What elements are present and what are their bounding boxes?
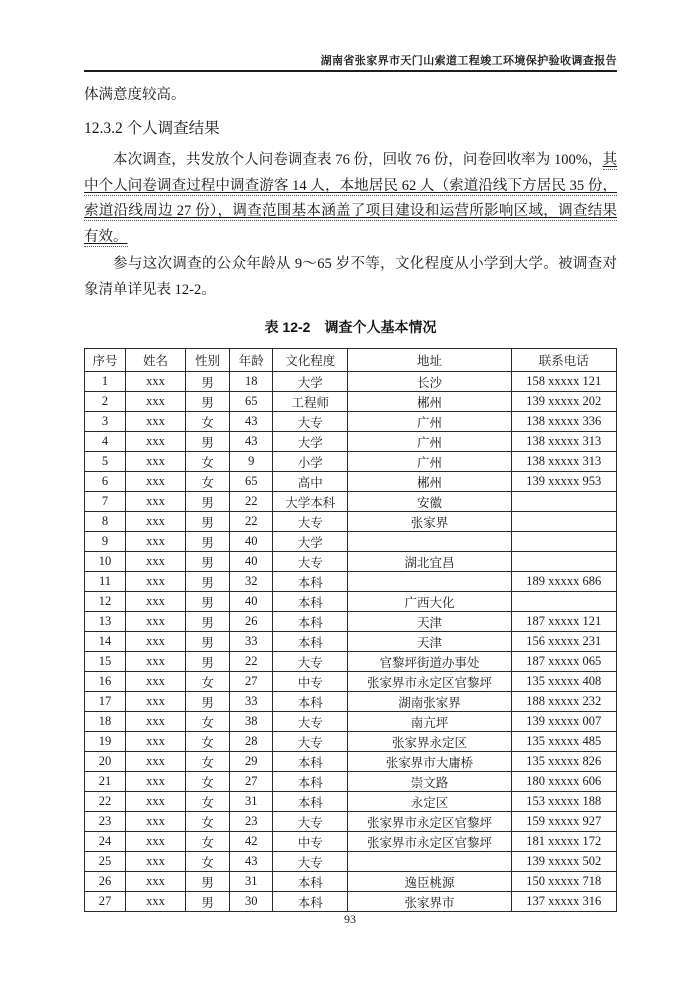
table-cell: 高中 [273, 472, 348, 492]
table-cell: 137 xxxxx 316 [511, 892, 616, 912]
table-cell: 张家界市永定区官黎坪 [348, 832, 511, 852]
running-header: 湖南省张家界市天门山索道工程竣工环境保护验收调查报告 [320, 55, 617, 67]
table-cell: xxx [125, 652, 185, 672]
table-row [85, 772, 617, 792]
table-cell: 张家界市永定区官黎坪 [348, 672, 511, 692]
paragraph-survey-summary [84, 148, 617, 250]
table-row [85, 872, 617, 892]
table-cell: 8 [85, 512, 126, 532]
table-cell: 26 [230, 612, 273, 632]
table-cell: 150 xxxxx 718 [511, 872, 616, 892]
table-cell [511, 552, 616, 572]
table-cell: 男 [186, 872, 230, 892]
table-cell: 湖北宜昌 [348, 552, 511, 572]
table-cell: xxx [125, 872, 185, 892]
table-cell: 广州 [348, 412, 511, 432]
table-row [85, 532, 617, 552]
table-cell: 187 xxxxx 121 [511, 612, 616, 632]
table-cell: 31 [230, 792, 273, 812]
table-cell: 工程师 [273, 392, 348, 412]
column-header: 性别 [186, 349, 230, 372]
table-cell: 广州 [348, 452, 511, 472]
table-cell: xxx [125, 632, 185, 652]
table-cell: xxx [125, 752, 185, 772]
table-cell: 女 [186, 752, 230, 772]
table-cell: xxx [125, 612, 185, 632]
table-cell: 女 [186, 832, 230, 852]
table-cell: 男 [186, 372, 230, 392]
table-cell: 本科 [273, 572, 348, 592]
table-title: 表 12-2 调查个人基本情况 [264, 319, 437, 335]
table-cell: 郴州 [348, 392, 511, 412]
table-cell: 10 [85, 552, 126, 572]
table-cell: 男 [186, 532, 230, 552]
table-row [85, 752, 617, 772]
paragraph-respondents: 参与这次调查的公众年龄从 9～65 岁不等，文化程度从小学到大学。被调查对象清单详见表 12-2。 [84, 256, 617, 298]
table-cell: 21 [85, 772, 126, 792]
table-cell: 大学本科 [273, 492, 348, 512]
table-row [85, 792, 617, 812]
table-cell: 1 [85, 372, 126, 392]
table-cell: xxx [125, 712, 185, 732]
table-cell: 17 [85, 692, 126, 712]
table-cell: xxx [125, 372, 185, 392]
table-cell: 22 [85, 792, 126, 812]
table-row [85, 672, 617, 692]
table-cell [511, 532, 616, 552]
table-cell: 安徽 [348, 492, 511, 512]
table-cell: 逸臣桃源 [348, 872, 511, 892]
table-cell: xxx [125, 592, 185, 612]
table-cell: 189 xxxxx 686 [511, 572, 616, 592]
table-cell: 女 [186, 812, 230, 832]
column-header: 姓名 [125, 349, 185, 372]
table-cell: 长沙 [348, 372, 511, 392]
table-row [85, 592, 617, 612]
table-row [85, 472, 617, 492]
table-cell: 27 [230, 672, 273, 692]
table-cell: 男 [186, 432, 230, 452]
table-cell: 65 [230, 472, 273, 492]
table-cell: 40 [230, 592, 273, 612]
table-cell: 男 [186, 632, 230, 652]
table-cell: 139 xxxxx 007 [511, 712, 616, 732]
table-header-row [85, 349, 617, 372]
table-cell: 大学 [273, 532, 348, 552]
table-cell: xxx [125, 432, 185, 452]
table-cell: 40 [230, 552, 273, 572]
table-cell: 本科 [273, 632, 348, 652]
column-header: 年龄 [230, 349, 273, 372]
table-cell: 6 [85, 472, 126, 492]
table-cell: 139 xxxxx 502 [511, 852, 616, 872]
table-row [85, 552, 617, 572]
table-cell: 男 [186, 892, 230, 912]
page-content [84, 80, 617, 912]
table-cell [348, 532, 511, 552]
table-cell: 张家界 [348, 512, 511, 532]
table-cell: 广西大化 [348, 592, 511, 612]
table-cell: xxx [125, 772, 185, 792]
table-cell: 大专 [273, 552, 348, 572]
table-cell: xxx [125, 892, 185, 912]
table-cell [511, 492, 616, 512]
table-cell: 女 [186, 452, 230, 472]
table-cell: 男 [186, 592, 230, 612]
table-cell: 女 [186, 772, 230, 792]
table-cell: 43 [230, 432, 273, 452]
table-cell: 23 [230, 812, 273, 832]
table-cell: 153 xxxxx 188 [511, 792, 616, 812]
table-cell: 湖南张家界 [348, 692, 511, 712]
table-cell: 女 [186, 852, 230, 872]
table-cell: xxx [125, 572, 185, 592]
table-cell: 43 [230, 412, 273, 432]
table-cell: 43 [230, 852, 273, 872]
table-cell: 女 [186, 472, 230, 492]
table-row [85, 492, 617, 512]
table-cell [511, 592, 616, 612]
table-cell: xxx [125, 732, 185, 752]
table-cell: 2 [85, 392, 126, 412]
table-row [85, 832, 617, 852]
table-cell: 张家界永定区 [348, 732, 511, 752]
table-cell: 南亢坪 [348, 712, 511, 732]
table-cell: 33 [230, 692, 273, 712]
table-cell: 小学 [273, 452, 348, 472]
table-cell: 中专 [273, 672, 348, 692]
table-cell: xxx [125, 792, 185, 812]
table-row [85, 392, 617, 412]
table-row [85, 452, 617, 472]
table-cell: 3 [85, 412, 126, 432]
table-cell: 大专 [273, 812, 348, 832]
table-cell: 7 [85, 492, 126, 512]
table-cell: 33 [230, 632, 273, 652]
table-cell: xxx [125, 852, 185, 872]
table-cell: 永定区 [348, 792, 511, 812]
table-cell: 135 xxxxx 408 [511, 672, 616, 692]
table-cell: 男 [186, 492, 230, 512]
table-cell: 女 [186, 672, 230, 692]
table-cell: 158 xxxxx 121 [511, 372, 616, 392]
table-cell: 5 [85, 452, 126, 472]
table-cell: 大专 [273, 652, 348, 672]
table-cell: 天津 [348, 612, 511, 632]
table-cell: 12 [85, 592, 126, 612]
table-cell: 29 [230, 752, 273, 772]
table-cell [511, 512, 616, 532]
table-cell: 女 [186, 412, 230, 432]
table-cell: 156 xxxxx 231 [511, 632, 616, 652]
table-cell: 139 xxxxx 953 [511, 472, 616, 492]
table-cell: 27 [85, 892, 126, 912]
table-row [85, 512, 617, 532]
table-cell: 138 xxxxx 313 [511, 452, 616, 472]
table-cell: 16 [85, 672, 126, 692]
table-cell [348, 572, 511, 592]
table-cell: 本科 [273, 772, 348, 792]
table-cell: 广州 [348, 432, 511, 452]
page-number: 93 [344, 912, 356, 926]
table-row [85, 692, 617, 712]
table-cell: 中专 [273, 832, 348, 852]
table-cell: 14 [85, 632, 126, 652]
table-cell: 40 [230, 532, 273, 552]
column-header: 联系电话 [511, 349, 616, 372]
table-cell: 188 xxxxx 232 [511, 692, 616, 712]
table-cell: xxx [125, 672, 185, 692]
table-cell: 18 [85, 712, 126, 732]
table-row [85, 712, 617, 732]
table-cell: 男 [186, 572, 230, 592]
column-header: 序号 [85, 349, 126, 372]
table-cell: 159 xxxxx 927 [511, 812, 616, 832]
table-cell: 大专 [273, 732, 348, 752]
table-cell: 本科 [273, 612, 348, 632]
table-cell: 4 [85, 432, 126, 452]
table-cell: 181 xxxxx 172 [511, 832, 616, 852]
table-cell: xxx [125, 532, 185, 552]
table-cell: 27 [230, 772, 273, 792]
table-cell: 22 [230, 512, 273, 532]
table-cell: 郴州 [348, 472, 511, 492]
table-cell: 男 [186, 392, 230, 412]
table-cell: 天津 [348, 632, 511, 652]
table-cell: 135 xxxxx 485 [511, 732, 616, 752]
table-cell: 崇文路 [348, 772, 511, 792]
table-cell: xxx [125, 692, 185, 712]
table-row [85, 372, 617, 392]
table-cell: 女 [186, 792, 230, 812]
table-row [85, 632, 617, 652]
table-cell: 男 [186, 612, 230, 632]
table-cell [348, 852, 511, 872]
table-cell: 张家界市大庸桥 [348, 752, 511, 772]
table-cell: 女 [186, 712, 230, 732]
table-cell: 本科 [273, 752, 348, 772]
table-cell: 19 [85, 732, 126, 752]
table-cell: 大专 [273, 852, 348, 872]
table-cell: 138 xxxxx 313 [511, 432, 616, 452]
table-cell: 大学 [273, 432, 348, 452]
paragraph-underlined-part: 其中个人问卷调查过程中调查游客 14 人，本地居民 62 人（索道沿线下方居民 35 份，索道沿线周边 27 份），调查范围基本涵盖了项目建设和运营所影响区域，调查结果有效。 [84, 152, 617, 245]
table-cell: 138 xxxxx 336 [511, 412, 616, 432]
table-cell: 13 [85, 612, 126, 632]
header-rule [84, 70, 617, 72]
table-cell: 11 [85, 572, 126, 592]
table-cell: 135 xxxxx 826 [511, 752, 616, 772]
table-cell: 本科 [273, 892, 348, 912]
table-cell: 187 xxxxx 065 [511, 652, 616, 672]
section-heading: 12.3.2 个人调查结果 [84, 120, 220, 137]
table-row [85, 852, 617, 872]
table-cell: 本科 [273, 792, 348, 812]
table-cell: 30 [230, 892, 273, 912]
survey-table [84, 348, 617, 912]
table-cell: 大学 [273, 372, 348, 392]
table-cell: 张家界市永定区官黎坪 [348, 812, 511, 832]
table-cell: xxx [125, 472, 185, 492]
table-cell: 38 [230, 712, 273, 732]
table-cell: xxx [125, 552, 185, 572]
table-cell: 本科 [273, 872, 348, 892]
table-cell: xxx [125, 832, 185, 852]
table-row [85, 812, 617, 832]
table-cell: 本科 [273, 692, 348, 712]
table-row [85, 732, 617, 752]
table-cell: xxx [125, 452, 185, 472]
table-row [85, 652, 617, 672]
table-row [85, 572, 617, 592]
table-cell: xxx [125, 512, 185, 532]
table-row [85, 612, 617, 632]
table-cell: 139 xxxxx 202 [511, 392, 616, 412]
table-cell: 42 [230, 832, 273, 852]
table-cell: 大专 [273, 412, 348, 432]
table-cell: 32 [230, 572, 273, 592]
table-body [85, 372, 617, 912]
table-cell: 大专 [273, 512, 348, 532]
table-cell: 张家界市 [348, 892, 511, 912]
table-cell: 9 [85, 532, 126, 552]
table-row [85, 432, 617, 452]
table-cell: 18 [230, 372, 273, 392]
table-cell: 28 [230, 732, 273, 752]
table-cell: 23 [85, 812, 126, 832]
column-header: 文化程度 [273, 349, 348, 372]
column-header: 地址 [348, 349, 511, 372]
table-cell: 31 [230, 872, 273, 892]
table-cell: 本科 [273, 592, 348, 612]
table-cell: 15 [85, 652, 126, 672]
table-cell: 男 [186, 692, 230, 712]
table-cell: 9 [230, 452, 273, 472]
table-cell: xxx [125, 412, 185, 432]
table-cell: 26 [85, 872, 126, 892]
table-cell: 男 [186, 652, 230, 672]
lead-text: 体满意度较高。 [84, 87, 186, 103]
table-cell: xxx [125, 492, 185, 512]
table-cell: 24 [85, 832, 126, 852]
table-cell: 官黎坪街道办事处 [348, 652, 511, 672]
table-row [85, 412, 617, 432]
table-cell: 大专 [273, 712, 348, 732]
table-cell: 65 [230, 392, 273, 412]
table-cell: 女 [186, 732, 230, 752]
table-cell: xxx [125, 392, 185, 412]
table-cell: xxx [125, 812, 185, 832]
table-row [85, 892, 617, 912]
paragraph-plain-part: 本次调查，共发放个人问卷调查表 76 份，回收 76 份，问卷回收率为 100%， [113, 152, 603, 168]
table-cell: 男 [186, 512, 230, 532]
table-cell: 25 [85, 852, 126, 872]
table-cell: 180 xxxxx 606 [511, 772, 616, 792]
table-cell: 22 [230, 492, 273, 512]
table-cell: 22 [230, 652, 273, 672]
table-cell: 20 [85, 752, 126, 772]
table-cell: 男 [186, 552, 230, 572]
